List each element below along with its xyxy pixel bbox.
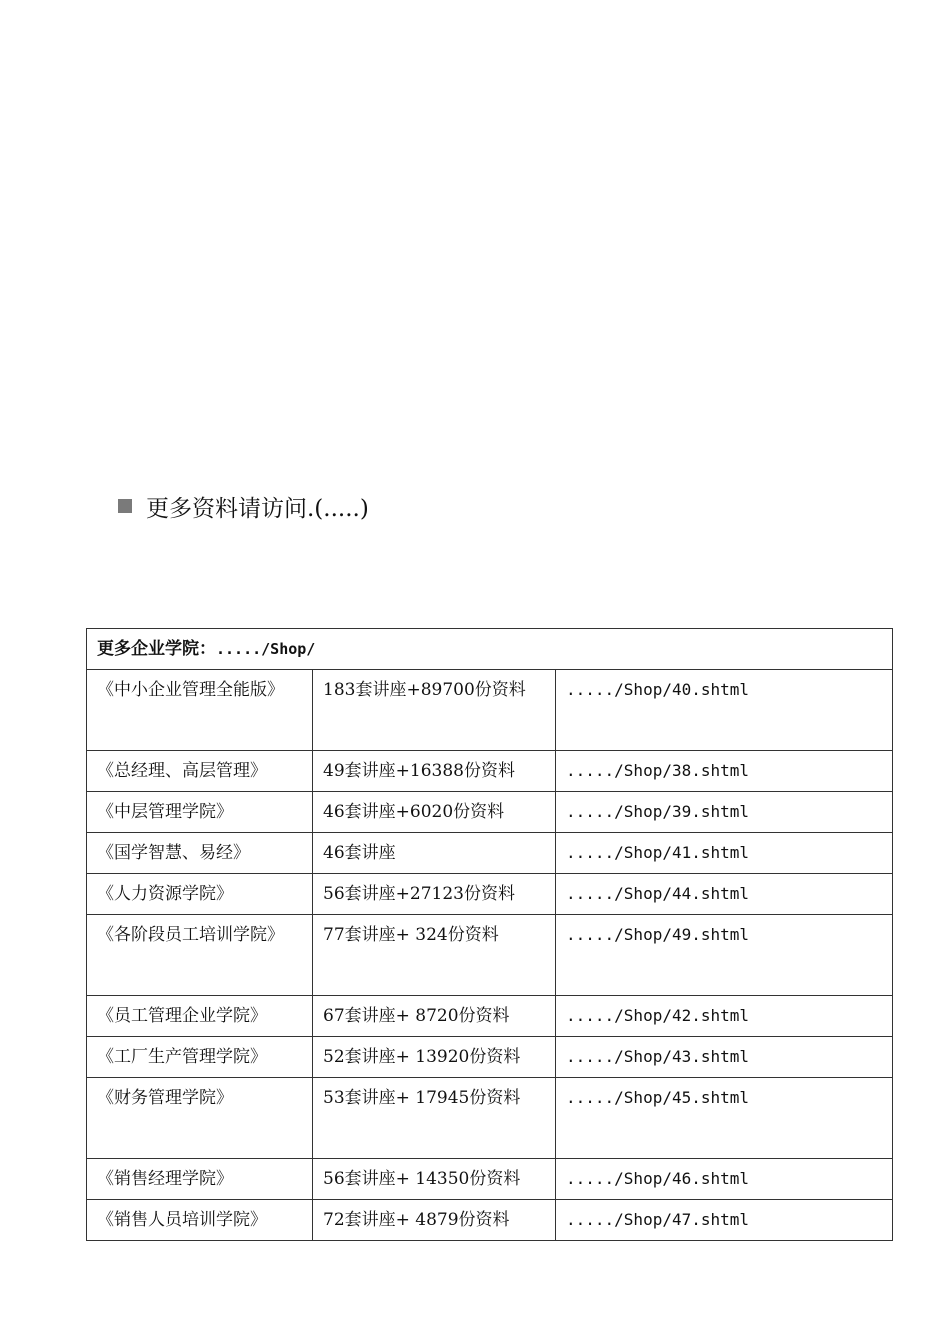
table-title-label: 更多企业学院： [97, 639, 216, 659]
academy-url-link[interactable]: ...../Shop/46.shtml [556, 1159, 893, 1200]
academy-content-cell: 72套讲座+ 4879份资料 [313, 1200, 556, 1241]
academy-url-link[interactable]: ...../Shop/43.shtml [556, 1037, 893, 1078]
academy-name-cell: 《国学智慧、易经》 [87, 833, 313, 874]
table-row [87, 1200, 893, 1241]
table-row [87, 1078, 893, 1159]
academy-name-cell: 《销售人员培训学院》 [87, 1200, 313, 1241]
table-row [87, 792, 893, 833]
academy-url-link[interactable]: ...../Shop/41.shtml [556, 833, 893, 874]
academy-url-link[interactable]: ...../Shop/42.shtml [556, 996, 893, 1037]
academy-content-cell: 67套讲座+ 8720份资料 [313, 996, 556, 1037]
academy-content-cell: 53套讲座+ 17945份资料 [313, 1078, 556, 1159]
academy-content-cell: 52套讲座+ 13920份资料 [313, 1037, 556, 1078]
academy-content-cell: 46套讲座 [313, 833, 556, 874]
table-row [87, 1037, 893, 1078]
academy-table [86, 628, 893, 1241]
square-bullet-icon [118, 499, 132, 513]
academy-url-link[interactable]: ...../Shop/47.shtml [556, 1200, 893, 1241]
academy-url-link[interactable]: ...../Shop/38.shtml [556, 751, 893, 792]
academy-url-link[interactable]: ...../Shop/44.shtml [556, 874, 893, 915]
academy-name-cell: 《销售经理学院》 [87, 1159, 313, 1200]
table-row [87, 1159, 893, 1200]
academy-url-link[interactable]: ...../Shop/49.shtml [556, 915, 893, 996]
table-row [87, 751, 893, 792]
academy-name-cell: 《各阶段员工培训学院》 [87, 915, 313, 996]
academy-url-link[interactable]: ...../Shop/40.shtml [556, 670, 893, 751]
table-title-row [87, 629, 893, 670]
academy-name-cell: 《员工管理企业学院》 [87, 996, 313, 1037]
academy-name-cell: 《总经理、高层管理》 [87, 751, 313, 792]
academy-name-cell: 《人力资源学院》 [87, 874, 313, 915]
academy-name-cell: 《财务管理学院》 [87, 1078, 313, 1159]
table-row [87, 833, 893, 874]
table-title-url[interactable]: ...../Shop/ [216, 640, 316, 658]
more-info-heading-text: 更多资料请访问.(.....) [146, 495, 369, 522]
academy-name-cell: 《中小企业管理全能版》 [87, 670, 313, 751]
table-title-cell [87, 629, 893, 670]
academy-url-link[interactable]: ...../Shop/39.shtml [556, 792, 893, 833]
academy-content-cell: 49套讲座+16388份资料 [313, 751, 556, 792]
academy-name-cell: 《中层管理学院》 [87, 792, 313, 833]
table-row [87, 996, 893, 1037]
academy-content-cell: 56套讲座+ 14350份资料 [313, 1159, 556, 1200]
table-row [87, 915, 893, 996]
academy-url-link[interactable]: ...../Shop/45.shtml [556, 1078, 893, 1159]
academy-content-cell: 77套讲座+ 324份资料 [313, 915, 556, 996]
table-row [87, 874, 893, 915]
academy-content-cell: 46套讲座+6020份资料 [313, 792, 556, 833]
academy-content-cell: 183套讲座+89700份资料 [313, 670, 556, 751]
academy-content-cell: 56套讲座+27123份资料 [313, 874, 556, 915]
table-row [87, 670, 893, 751]
more-info-heading [118, 488, 369, 524]
academy-name-cell: 《工厂生产管理学院》 [87, 1037, 313, 1078]
